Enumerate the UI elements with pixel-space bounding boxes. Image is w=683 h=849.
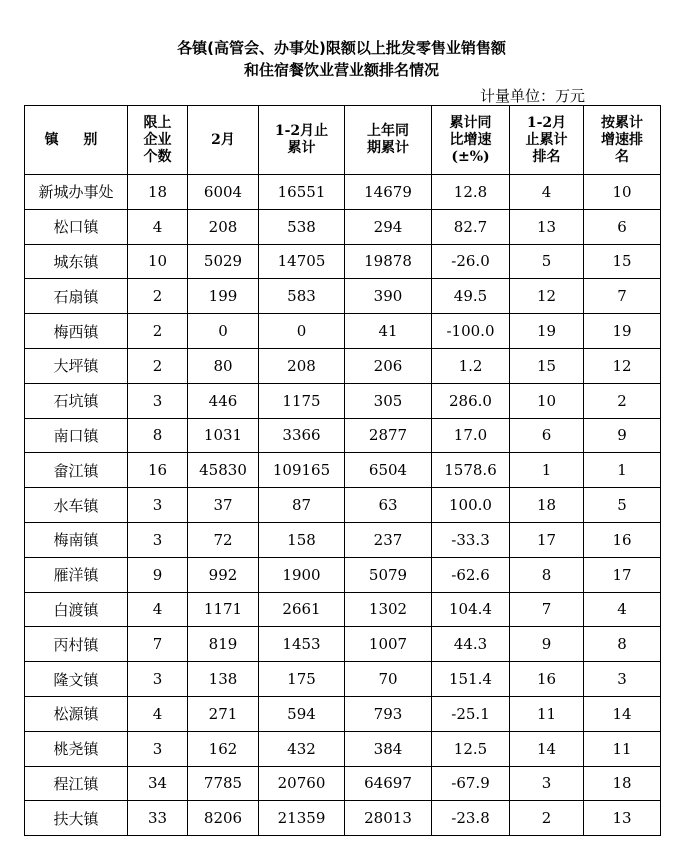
table-cell: 19 bbox=[510, 314, 584, 349]
town-name-cell: 梅西镇 bbox=[25, 314, 128, 349]
table-cell: 34 bbox=[128, 766, 188, 801]
table-cell: 28013 bbox=[345, 801, 432, 836]
table-cell: 384 bbox=[345, 731, 432, 766]
table-cell: 3 bbox=[128, 488, 188, 523]
table-cell: 5029 bbox=[188, 244, 259, 279]
table-cell: 1 bbox=[584, 453, 661, 488]
table-cell: 175 bbox=[259, 662, 345, 697]
town-name-cell: 南口镇 bbox=[25, 418, 128, 453]
table-row bbox=[25, 209, 661, 244]
table-cell: -100.0 bbox=[432, 314, 510, 349]
table-cell: 100.0 bbox=[432, 488, 510, 523]
table-row bbox=[25, 801, 661, 836]
table-cell: 109165 bbox=[259, 453, 345, 488]
table-cell: 9 bbox=[584, 418, 661, 453]
table-cell: 5 bbox=[510, 244, 584, 279]
table-cell: 70 bbox=[345, 662, 432, 697]
table-cell: 64697 bbox=[345, 766, 432, 801]
table-cell: 41 bbox=[345, 314, 432, 349]
table-cell: 3 bbox=[128, 662, 188, 697]
table-cell: 7785 bbox=[188, 766, 259, 801]
table-cell: 446 bbox=[188, 383, 259, 418]
table-cell: 12.5 bbox=[432, 731, 510, 766]
table-cell: 538 bbox=[259, 209, 345, 244]
table-cell: 7 bbox=[584, 279, 661, 314]
table-cell: 12 bbox=[510, 279, 584, 314]
table-row bbox=[25, 383, 661, 418]
table-cell: 2 bbox=[584, 383, 661, 418]
table-cell: 14 bbox=[510, 731, 584, 766]
town-name-cell: 石扇镇 bbox=[25, 279, 128, 314]
table-row bbox=[25, 662, 661, 697]
table-cell: 199 bbox=[188, 279, 259, 314]
table-cell: 1302 bbox=[345, 592, 432, 627]
table-cell: 82.7 bbox=[432, 209, 510, 244]
column-header: 1-2月止 累计 bbox=[259, 106, 345, 175]
table-cell: 20760 bbox=[259, 766, 345, 801]
table-cell: 5079 bbox=[345, 557, 432, 592]
table-cell: 10 bbox=[584, 175, 661, 210]
table-cell: 0 bbox=[188, 314, 259, 349]
table-cell: 3 bbox=[510, 766, 584, 801]
table-cell: 4 bbox=[128, 592, 188, 627]
table-cell: 271 bbox=[188, 696, 259, 731]
table-cell: 44.3 bbox=[432, 627, 510, 662]
table-cell: 3 bbox=[128, 731, 188, 766]
table-cell: 16 bbox=[128, 453, 188, 488]
table-cell: 12 bbox=[584, 348, 661, 383]
table-cell: 18 bbox=[128, 175, 188, 210]
table-cell: -26.0 bbox=[432, 244, 510, 279]
town-name-cell: 松源镇 bbox=[25, 696, 128, 731]
table-cell: 6004 bbox=[188, 175, 259, 210]
table-cell: 594 bbox=[259, 696, 345, 731]
town-name-cell: 松口镇 bbox=[25, 209, 128, 244]
table-cell: 21359 bbox=[259, 801, 345, 836]
table-row bbox=[25, 731, 661, 766]
table-cell: 1031 bbox=[188, 418, 259, 453]
table-cell: 5 bbox=[584, 488, 661, 523]
town-name-cell: 水车镇 bbox=[25, 488, 128, 523]
table-row bbox=[25, 279, 661, 314]
table-cell: 1171 bbox=[188, 592, 259, 627]
table-cell: 80 bbox=[188, 348, 259, 383]
table-row bbox=[25, 557, 661, 592]
table-cell: 6504 bbox=[345, 453, 432, 488]
table-row bbox=[25, 418, 661, 453]
table-cell: 19878 bbox=[345, 244, 432, 279]
table-cell: 432 bbox=[259, 731, 345, 766]
table-cell: 1007 bbox=[345, 627, 432, 662]
column-header: 累计同 比增速 (±%) bbox=[432, 106, 510, 175]
town-name-cell: 畲江镇 bbox=[25, 453, 128, 488]
town-name-cell: 城东镇 bbox=[25, 244, 128, 279]
table-cell: 72 bbox=[188, 522, 259, 557]
column-header: 2月 bbox=[188, 106, 259, 175]
sales-ranking-table bbox=[24, 105, 661, 836]
table-cell: 793 bbox=[345, 696, 432, 731]
town-name-cell: 新城办事处 bbox=[25, 175, 128, 210]
table-cell: 6 bbox=[584, 209, 661, 244]
table-row bbox=[25, 348, 661, 383]
town-name-cell: 丙村镇 bbox=[25, 627, 128, 662]
table-row bbox=[25, 488, 661, 523]
table-cell: 104.4 bbox=[432, 592, 510, 627]
town-name-cell: 白渡镇 bbox=[25, 592, 128, 627]
table-cell: 15 bbox=[584, 244, 661, 279]
column-header: 上年同 期累计 bbox=[345, 106, 432, 175]
town-name-cell: 大坪镇 bbox=[25, 348, 128, 383]
table-cell: 11 bbox=[584, 731, 661, 766]
table-cell: 3 bbox=[128, 383, 188, 418]
table-cell: 151.4 bbox=[432, 662, 510, 697]
table-row bbox=[25, 314, 661, 349]
table-cell: 45830 bbox=[188, 453, 259, 488]
table-cell: 18 bbox=[510, 488, 584, 523]
table-cell: 33 bbox=[128, 801, 188, 836]
table-cell: 17 bbox=[584, 557, 661, 592]
column-header: 限上 企业 个数 bbox=[128, 106, 188, 175]
table-cell: 12.8 bbox=[432, 175, 510, 210]
table-cell: 13 bbox=[584, 801, 661, 836]
table-cell: 0 bbox=[259, 314, 345, 349]
table-cell: 2 bbox=[128, 314, 188, 349]
table-cell: 2 bbox=[128, 348, 188, 383]
table-cell: 237 bbox=[345, 522, 432, 557]
town-name-cell: 梅南镇 bbox=[25, 522, 128, 557]
table-cell: 18 bbox=[584, 766, 661, 801]
table-row bbox=[25, 244, 661, 279]
table-cell: 1 bbox=[510, 453, 584, 488]
table-row bbox=[25, 175, 661, 210]
table-cell: 158 bbox=[259, 522, 345, 557]
table-cell: 17 bbox=[510, 522, 584, 557]
table-cell: 8 bbox=[128, 418, 188, 453]
table-cell: 4 bbox=[584, 592, 661, 627]
table-cell: 49.5 bbox=[432, 279, 510, 314]
header-row bbox=[25, 106, 661, 175]
table-cell: -23.8 bbox=[432, 801, 510, 836]
table-cell: 8 bbox=[510, 557, 584, 592]
table-cell: -62.6 bbox=[432, 557, 510, 592]
table-cell: 3 bbox=[128, 522, 188, 557]
table-cell: 10 bbox=[510, 383, 584, 418]
table-cell: 1175 bbox=[259, 383, 345, 418]
table-cell: -25.1 bbox=[432, 696, 510, 731]
table-cell: 16551 bbox=[259, 175, 345, 210]
table-cell: 17.0 bbox=[432, 418, 510, 453]
table-cell: 1453 bbox=[259, 627, 345, 662]
table-cell: 87 bbox=[259, 488, 345, 523]
town-name-cell: 扶大镇 bbox=[25, 801, 128, 836]
report-title-line2: 和住宿餐饮业营业额排名情况 bbox=[243, 61, 439, 79]
table-row bbox=[25, 627, 661, 662]
table-cell: 14705 bbox=[259, 244, 345, 279]
table-cell: 2 bbox=[128, 279, 188, 314]
table-cell: 390 bbox=[345, 279, 432, 314]
table-row bbox=[25, 592, 661, 627]
table-cell: 1.2 bbox=[432, 348, 510, 383]
table-cell: 3 bbox=[584, 662, 661, 697]
table-cell: 15 bbox=[510, 348, 584, 383]
table-cell: 1900 bbox=[259, 557, 345, 592]
table-body bbox=[25, 175, 661, 836]
column-header: 镇 别 bbox=[25, 106, 128, 175]
table-cell: 992 bbox=[188, 557, 259, 592]
table-cell: 8 bbox=[584, 627, 661, 662]
unit-label: 计量单位：万元 bbox=[480, 87, 586, 105]
table-cell: 13 bbox=[510, 209, 584, 244]
table-row bbox=[25, 453, 661, 488]
table-cell: 8206 bbox=[188, 801, 259, 836]
table-cell: 294 bbox=[345, 209, 432, 244]
table-cell: 2877 bbox=[345, 418, 432, 453]
town-name-cell: 隆文镇 bbox=[25, 662, 128, 697]
table-cell: -33.3 bbox=[432, 522, 510, 557]
table-cell: 9 bbox=[510, 627, 584, 662]
table-cell: 2661 bbox=[259, 592, 345, 627]
table-cell: 14 bbox=[584, 696, 661, 731]
table-cell: 16 bbox=[584, 522, 661, 557]
table-cell: 19 bbox=[584, 314, 661, 349]
table-cell: 3366 bbox=[259, 418, 345, 453]
table-cell: 2 bbox=[510, 801, 584, 836]
table-cell: -67.9 bbox=[432, 766, 510, 801]
table-cell: 6 bbox=[510, 418, 584, 453]
town-name-cell: 程江镇 bbox=[25, 766, 128, 801]
table-cell: 16 bbox=[510, 662, 584, 697]
table-row bbox=[25, 522, 661, 557]
table-cell: 11 bbox=[510, 696, 584, 731]
column-header: 1-2月 止累计 排名 bbox=[510, 106, 584, 175]
column-header: 按累计 增速排 名 bbox=[584, 106, 661, 175]
table-cell: 10 bbox=[128, 244, 188, 279]
town-name-cell: 石坑镇 bbox=[25, 383, 128, 418]
table-cell: 208 bbox=[188, 209, 259, 244]
table-cell: 9 bbox=[128, 557, 188, 592]
table-cell: 583 bbox=[259, 279, 345, 314]
table-cell: 4 bbox=[128, 696, 188, 731]
table-cell: 7 bbox=[510, 592, 584, 627]
report-title-line1: 各镇(高管会、办事处)限额以上批发零售业销售额 bbox=[177, 39, 506, 57]
table-cell: 305 bbox=[345, 383, 432, 418]
table-cell: 162 bbox=[188, 731, 259, 766]
table-cell: 7 bbox=[128, 627, 188, 662]
table-cell: 63 bbox=[345, 488, 432, 523]
table-cell: 14679 bbox=[345, 175, 432, 210]
table-cell: 138 bbox=[188, 662, 259, 697]
table-cell: 1578.6 bbox=[432, 453, 510, 488]
table-row bbox=[25, 766, 661, 801]
table-cell: 4 bbox=[510, 175, 584, 210]
table-row bbox=[25, 696, 661, 731]
table-cell: 206 bbox=[345, 348, 432, 383]
town-name-cell: 桃尧镇 bbox=[25, 731, 128, 766]
table-cell: 286.0 bbox=[432, 383, 510, 418]
table-cell: 4 bbox=[128, 209, 188, 244]
table-cell: 819 bbox=[188, 627, 259, 662]
town-name-cell: 雁洋镇 bbox=[25, 557, 128, 592]
table-cell: 37 bbox=[188, 488, 259, 523]
table-cell: 208 bbox=[259, 348, 345, 383]
